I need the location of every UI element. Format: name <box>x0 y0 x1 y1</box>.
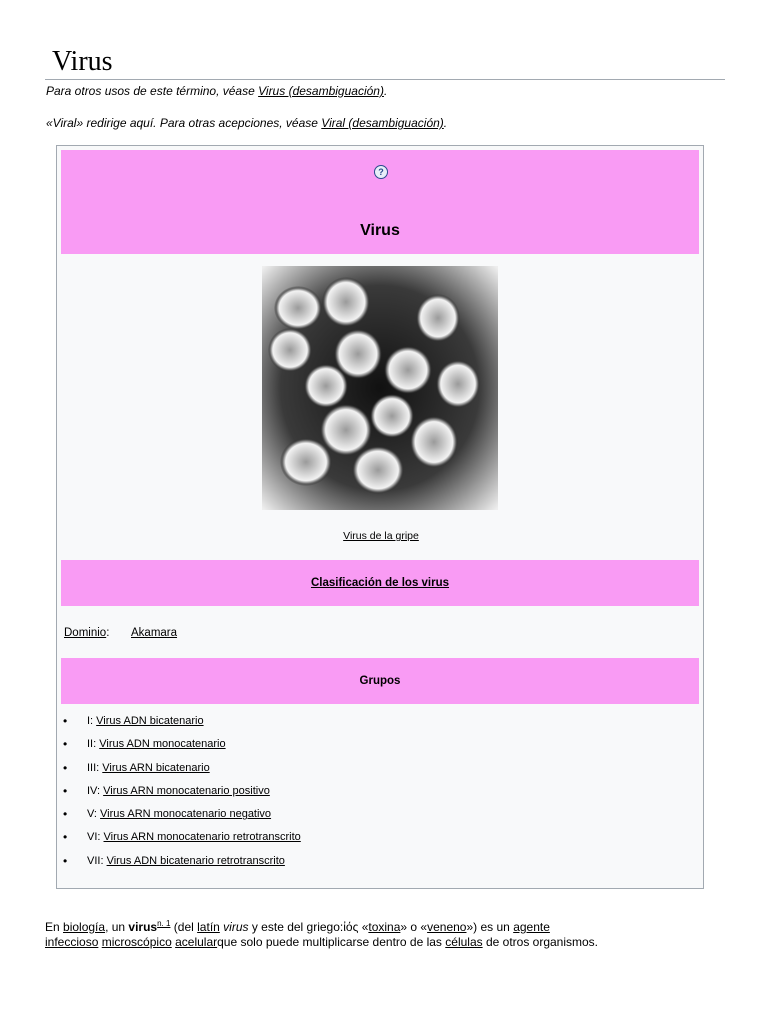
list-item <box>63 714 301 737</box>
toxina-link[interactable]: toxina <box>368 920 401 934</box>
group-number: VI: <box>87 831 104 844</box>
infeccioso-link[interactable]: infeccioso <box>45 935 99 949</box>
domain-value-cell <box>131 627 177 639</box>
caption-link[interactable]: Virus de la gripe <box>343 530 419 542</box>
footnote-link[interactable]: n. 1 <box>157 919 171 928</box>
viral-disambiguation-link[interactable]: Viral (desambiguación) <box>321 116 444 130</box>
hatnote-suffix: . <box>443 116 448 130</box>
hatnote-disambiguation <box>46 84 387 98</box>
list-item <box>63 807 301 830</box>
text: de otros organismos. <box>482 935 599 949</box>
group-link[interactable]: Virus ARN bicatenario <box>102 761 210 774</box>
taxobox <box>56 145 704 889</box>
footnote-ref[interactable] <box>157 919 170 928</box>
text: En <box>45 920 64 934</box>
text: , un <box>105 920 129 934</box>
list-item <box>63 737 301 760</box>
groups-list <box>63 714 301 877</box>
microscopico-link[interactable]: microscópico <box>101 935 172 949</box>
acelular-link[interactable]: acelular <box>175 935 218 949</box>
group-link[interactable]: Virus ARN monocatenario retrotranscrito <box>103 831 301 844</box>
image-caption[interactable] <box>57 530 705 542</box>
group-number: VII: <box>87 854 107 867</box>
group-number: II: <box>87 738 100 751</box>
text: » o « <box>400 920 428 934</box>
text: que solo puede multiplicarse dentro de las <box>217 935 446 949</box>
question-circle-icon[interactable]: ? <box>374 165 388 179</box>
taxobox-title: Virus <box>360 222 400 239</box>
text: y este del griego:ἰός « <box>248 920 369 934</box>
text: (del <box>170 920 198 934</box>
term-bold: virus <box>128 920 158 934</box>
influenza-virus-micrograph[interactable] <box>262 266 498 510</box>
title-divider <box>45 79 725 80</box>
hatnote-viral-redirect <box>46 116 447 130</box>
classification-link[interactable]: Clasificación de los virus <box>310 577 450 589</box>
domain-label-link[interactable]: Dominio <box>64 627 107 639</box>
group-number: V: <box>87 808 101 821</box>
group-link[interactable]: Virus ARN monocatenario negativo <box>100 808 272 821</box>
group-number: IV: <box>87 784 104 797</box>
text: ») es un <box>466 920 514 934</box>
hatnote-text: Para otros usos de este término, véase <box>46 84 259 98</box>
list-item <box>63 784 301 807</box>
group-link[interactable]: Virus ADN monocatenario <box>99 738 226 751</box>
group-link[interactable]: Virus ADN bicatenario retrotranscrito <box>106 854 285 867</box>
veneno-link[interactable]: veneno <box>427 920 467 934</box>
taxobox-header <box>61 150 699 254</box>
list-item <box>63 830 301 853</box>
latin-link[interactable]: latín <box>197 920 220 934</box>
group-number: I: <box>87 715 97 727</box>
agente-link[interactable]: agente <box>513 920 550 934</box>
domain-value-link[interactable]: Akamara <box>131 627 178 639</box>
hatnote-text: «Viral» redirige aquí. Para otras acepciones, véase <box>46 116 322 130</box>
groups-header: Grupos <box>61 658 699 704</box>
classification-header <box>61 560 699 606</box>
celulas-link[interactable]: células <box>445 935 483 949</box>
domain-label-cell <box>64 627 109 639</box>
group-number: III: <box>87 761 103 774</box>
group-link[interactable]: Virus ARN monocatenario positivo <box>103 784 270 797</box>
domain-colon: : <box>106 627 110 639</box>
list-item <box>63 854 301 877</box>
biologia-link[interactable]: biología <box>63 920 106 934</box>
intro-paragraph <box>45 920 725 950</box>
page-title: Virus <box>52 46 113 77</box>
list-item <box>63 761 301 784</box>
hatnote-suffix: . <box>383 84 388 98</box>
group-link[interactable]: Virus ADN bicatenario <box>96 715 204 727</box>
disambiguation-link[interactable]: Virus (desambiguación) <box>258 84 384 98</box>
latin-term: virus <box>223 920 249 934</box>
